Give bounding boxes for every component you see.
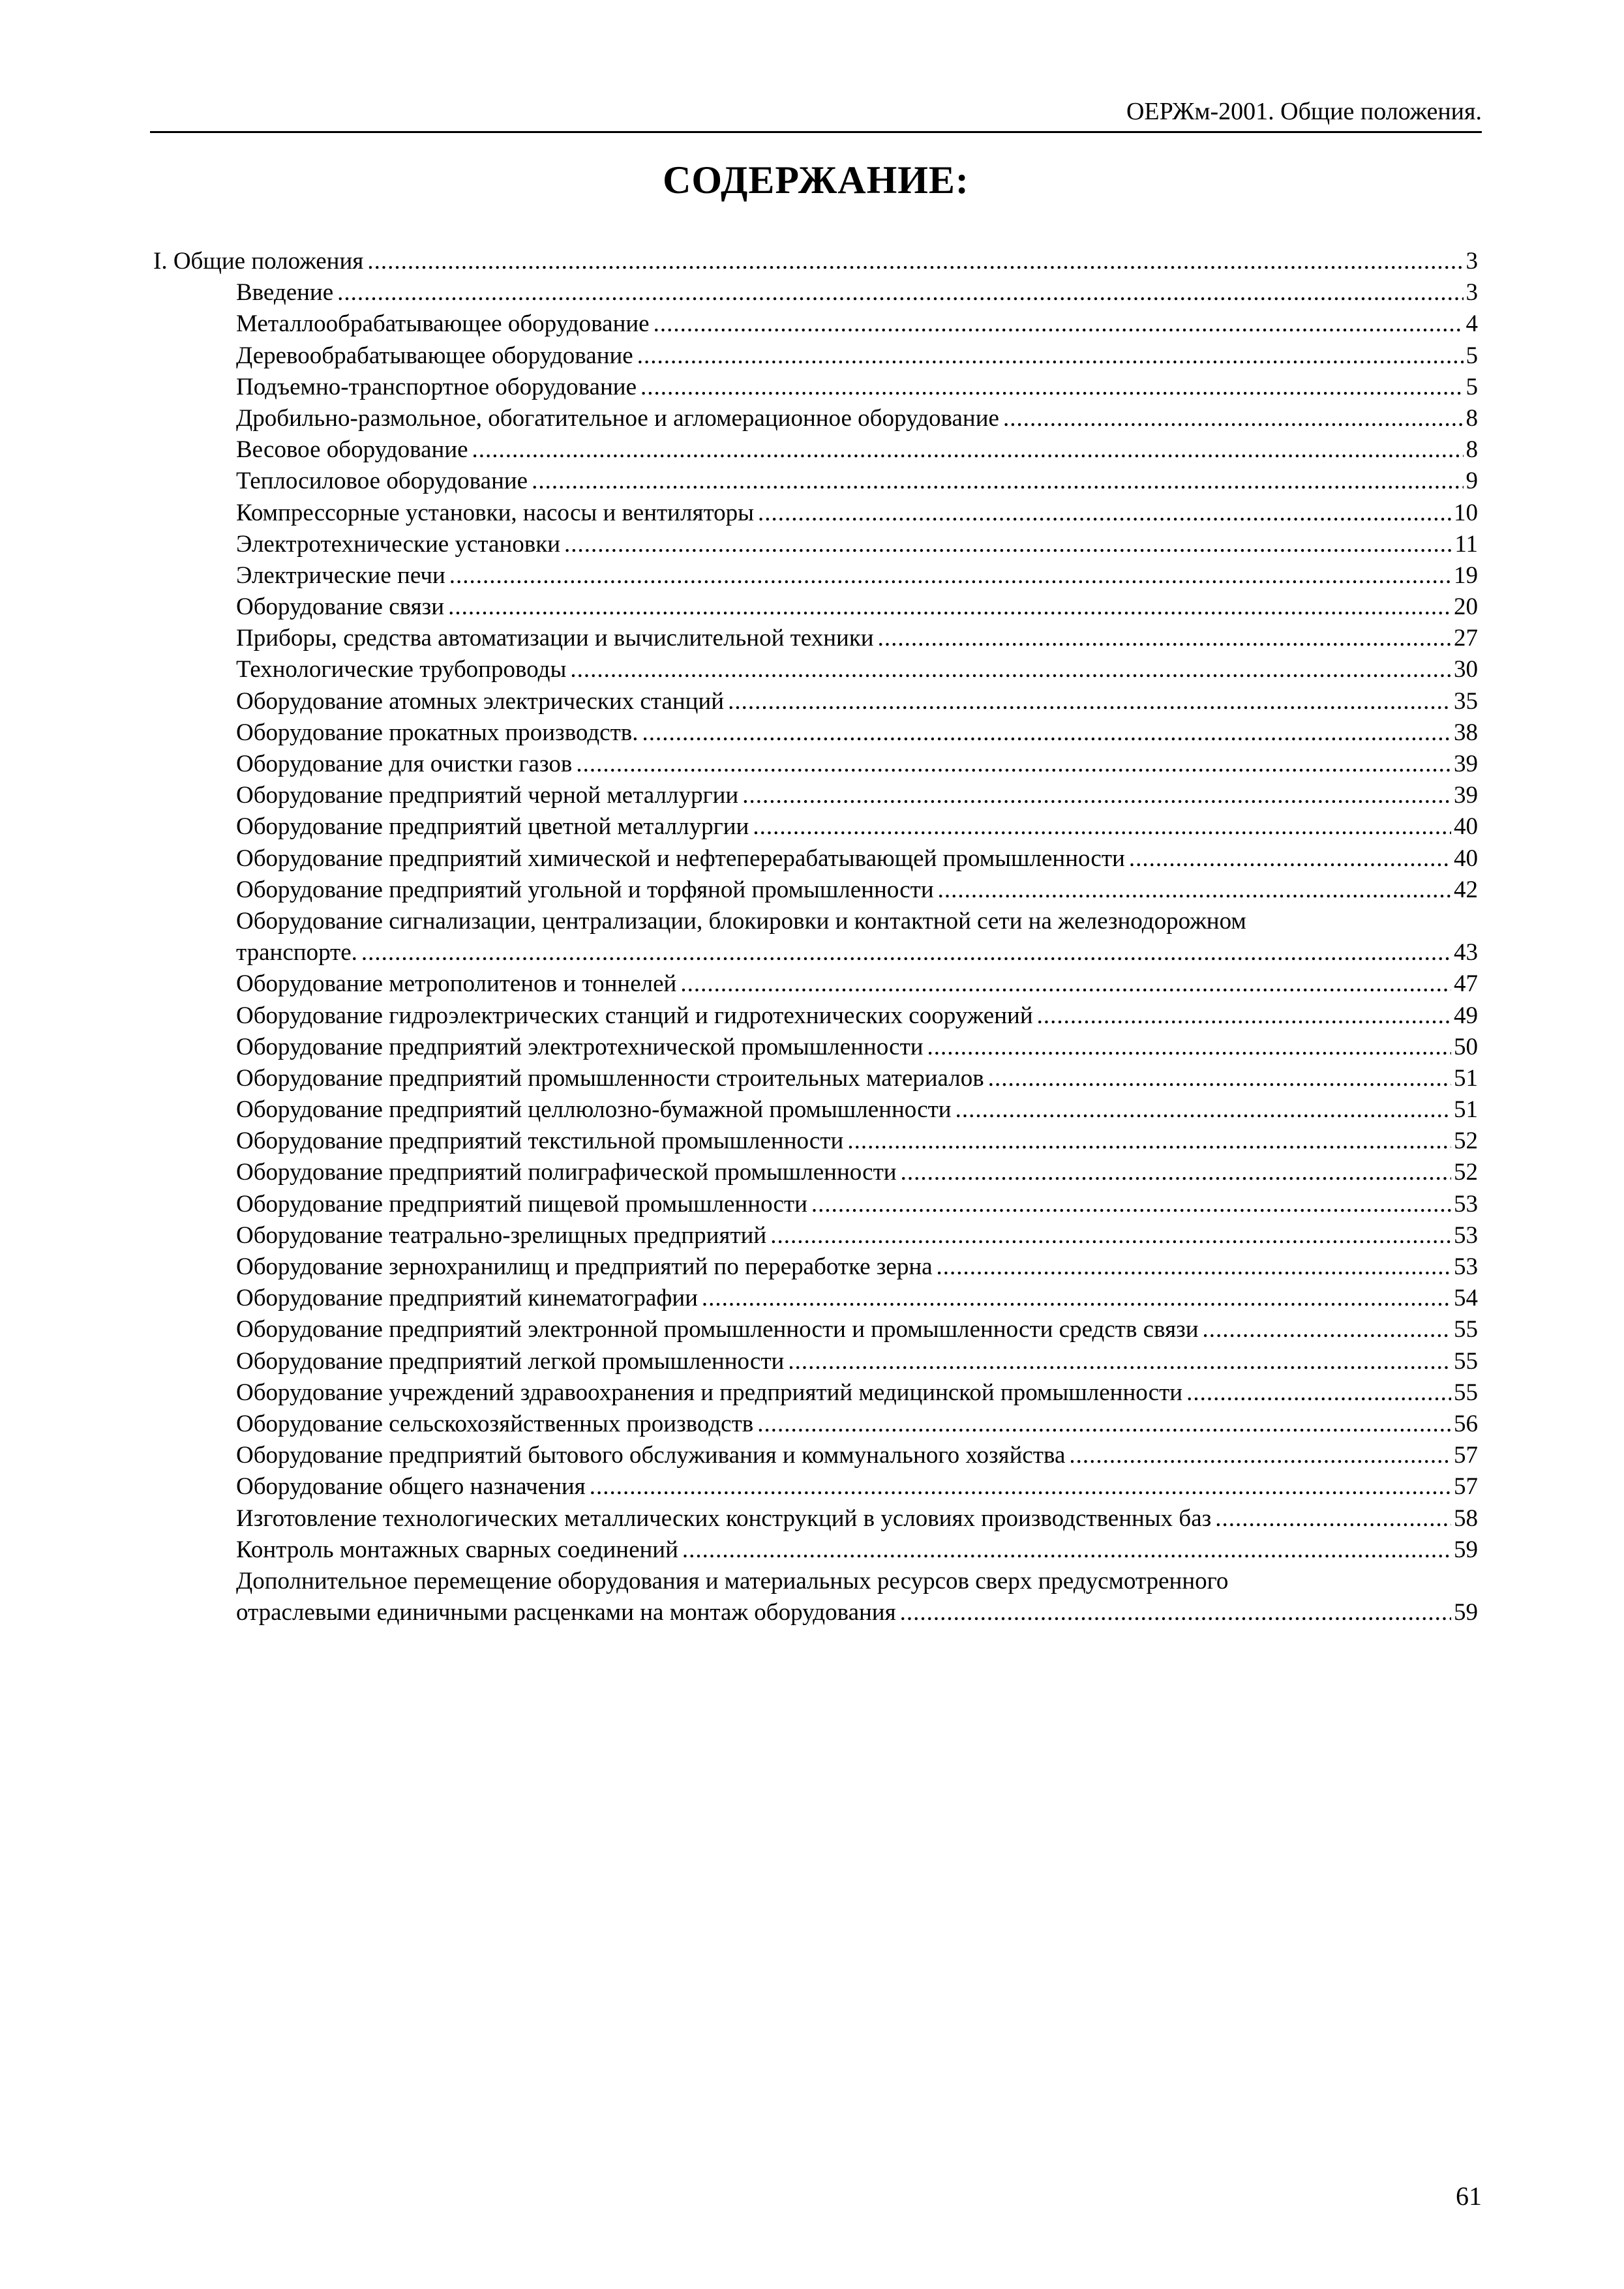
toc-entry-page: 52 [1454,1159,1478,1186]
toc-entry[interactable] [236,340,1478,372]
toc-entry-label: Введение [236,279,334,307]
header-rule [150,131,1482,133]
toc-entry-label: Оборудование предприятий черной металлургии [236,782,739,809]
toc-entry-label: I. Общие положения [153,248,364,275]
toc-entry-label: Приборы, средства автоматизации и вычислительной техники [236,625,874,652]
toc-entry-page: 8 [1466,436,1478,464]
toc-entry-label: Оборудование сельскохозяйственных производств [236,1410,754,1437]
toc-entry[interactable] [236,1094,1478,1126]
toc-entry-label: Весовое оборудование [236,436,468,464]
toc-entry-label: Оборудование предприятий кинематографии [236,1285,698,1312]
table-of-contents [153,246,1478,1628]
toc-entry[interactable] [236,749,1478,780]
toc-entry-label: Оборудование предприятий электротехнической промышленности [236,1033,924,1060]
toc-entry-page: 55 [1454,1316,1478,1343]
toc-entry[interactable] [236,498,1478,529]
toc-dot-leader [1037,1000,1451,1032]
toc-dot-leader [927,1032,1451,1063]
toc-entry[interactable] [236,1471,1478,1503]
toc-entry[interactable] [236,560,1478,591]
toc-entry-page: 39 [1454,782,1478,809]
toc-entry-page: 57 [1454,1473,1478,1501]
toc-entry-page: 50 [1454,1033,1478,1060]
toc-dot-leader [564,529,1452,560]
toc-entry-label: Оборудование гидроэлектрических станций и гидротехнических сооружений [236,1002,1033,1029]
toc-dot-leader [448,591,1451,623]
toc-entry-page: 39 [1454,751,1478,777]
toc-entry-label: Оборудование предприятий промышленности строительных материалов [236,1064,984,1092]
toc-entry-label: Оборудование метрополитенов и тоннелей [236,970,677,998]
toc-dot-leader [788,1346,1451,1377]
toc-entry-label: Оборудование предприятий цветной металлургии [236,813,749,841]
toc-entry[interactable] [236,780,1478,811]
toc-entry-label: транспорте. [236,939,357,966]
toc-dot-leader [361,937,1451,968]
toc-entry-label: Оборудование предприятий полиграфической промышленности [236,1159,897,1186]
toc-entry-label: Технологические трубопроводы [236,656,567,683]
toc-entry-page: 51 [1454,1064,1478,1092]
toc-entry[interactable] [236,686,1478,717]
toc-entry-page: 53 [1454,1221,1478,1249]
toc-entry-label: Оборудование предприятий химической и нефтеперерабатывающей промышленности [236,845,1125,872]
toc-dot-leader [937,1251,1451,1283]
toc-dot-leader [753,811,1451,843]
page-title: СОДЕРЖАНИЕ: [663,158,969,202]
toc-dot-leader [642,717,1452,749]
toc-entry-page: 54 [1454,1285,1478,1312]
toc-entry[interactable] [236,1157,1478,1188]
toc-entry-label: Оборудование атомных электрических станций [236,687,725,715]
toc-entry[interactable] [236,1377,1478,1409]
toc-dot-leader [472,434,1464,466]
toc-entry[interactable] [236,717,1478,749]
toc-dot-leader [1003,403,1464,434]
toc-dot-leader [702,1283,1451,1314]
toc-entry-page: 38 [1454,719,1478,746]
toc-entry-label: Оборудование общего назначения [236,1473,586,1501]
toc-entry-page: 59 [1454,1536,1478,1563]
toc-entry-label: Дробильно-размольное, обогатительное и агломерационное оборудование [236,404,999,432]
toc-dot-leader [640,372,1463,403]
toc-dot-leader [900,1597,1451,1628]
toc-entry-label: Оборудование предприятий легкой промышленности [236,1347,785,1375]
toc-entry[interactable] [236,1346,1478,1377]
toc-dot-leader [682,1534,1451,1566]
toc-entry-label: Оборудование зернохранилищ и предприятий по переработке зерна [236,1253,933,1281]
toc-entry[interactable] [236,906,1478,968]
toc-entry-label: Электротехнические установки [236,530,560,558]
toc-dot-leader [367,246,1463,277]
toc-entry-page: 9 [1466,468,1478,495]
toc-entry[interactable] [236,1314,1478,1345]
toc-entry-page: 58 [1454,1504,1478,1532]
running-header: ОЕРЖм-2001. Общие положения. [1126,98,1482,125]
toc-entry[interactable] [236,1566,1478,1628]
toc-entry[interactable] [236,1409,1478,1440]
toc-entry[interactable] [236,1503,1478,1534]
toc-entry-page: 4 [1466,310,1478,338]
toc-entry-label: Оборудование для очистки газов [236,751,573,777]
toc-dot-leader [955,1094,1451,1126]
toc-entry[interactable] [236,1220,1478,1251]
toc-entry[interactable] [236,1032,1478,1063]
toc-dot-leader [728,686,1451,717]
toc-entry-page: 40 [1454,845,1478,872]
toc-dot-leader [988,1063,1451,1094]
toc-entry[interactable] [236,1000,1478,1032]
toc-entry[interactable] [236,529,1478,560]
toc-entry[interactable] [236,466,1478,497]
toc-dot-leader [576,749,1451,780]
toc-entry-label: Оборудование предприятий электронной промышленности и промышленности средств связи [236,1316,1199,1343]
toc-entry-page: 51 [1454,1096,1478,1124]
toc-entry-page: 49 [1454,1002,1478,1029]
toc-dot-leader [590,1471,1451,1503]
toc-entry[interactable] [236,308,1478,340]
toc-entry[interactable] [236,434,1478,466]
toc-entry-page: 35 [1454,687,1478,715]
toc-entry-label: отраслевыми единичными расценками на монтаж оборудования [236,1599,896,1626]
toc-dot-leader [680,968,1451,1000]
toc-entry-page: 27 [1454,625,1478,652]
toc-entry[interactable] [236,1126,1478,1157]
toc-entry-page: 55 [1454,1347,1478,1375]
toc-entry[interactable] [236,1534,1478,1566]
toc-entry[interactable] [236,591,1478,623]
toc-entry-page: 8 [1466,404,1478,432]
toc-entry-label: Изготовление технологических металлических конструкций в условиях производственных баз [236,1504,1212,1532]
toc-entry-page: 5 [1466,342,1478,369]
toc-dot-leader [654,308,1464,340]
toc-dot-leader [811,1189,1451,1220]
toc-entry-page: 57 [1454,1442,1478,1469]
toc-entry-page: 43 [1454,939,1478,966]
toc-entry-label: Компрессорные установки, насосы и вентиляторы [236,499,755,526]
toc-entry-page: 53 [1454,1253,1478,1281]
toc-entry[interactable] [236,968,1478,1000]
toc-dot-leader [1186,1377,1451,1409]
toc-dot-leader [757,1409,1451,1440]
toc-entry-page: 19 [1454,561,1478,589]
toc-entry[interactable] [236,843,1478,875]
toc-entry[interactable] [236,623,1478,654]
toc-entry[interactable] [236,1283,1478,1314]
toc-entry[interactable] [153,246,1478,277]
toc-entry-label: Теплосиловое оборудование [236,468,528,495]
toc-entry[interactable] [236,1063,1478,1094]
toc-dot-leader [637,340,1464,372]
toc-entry[interactable] [236,1251,1478,1283]
toc-entry-label: Оборудование прокатных производств. [236,719,639,746]
toc-entry-label: Оборудование предприятий бытового обслуживания и коммунального хозяйства [236,1442,1066,1469]
toc-dot-leader [337,277,1463,308]
toc-entry-page: 47 [1454,970,1478,998]
toc-dot-leader [901,1157,1451,1188]
toc-dot-leader [1069,1440,1451,1471]
toc-entry-page: 5 [1466,373,1478,400]
toc-entry-page: 42 [1454,876,1478,903]
toc-entry-page: 40 [1454,813,1478,841]
toc-entry[interactable] [236,654,1478,685]
toc-entry[interactable] [236,875,1478,906]
toc-entry-label: Оборудование предприятий угольной и торфяной промышленности [236,876,934,903]
toc-entry-label: Оборудование театрально-зрелищных предприятий [236,1221,767,1249]
toc-entry-label: Оборудование связи [236,593,445,621]
toc-entry-page: 11 [1454,530,1478,558]
toc-entry[interactable] [236,1189,1478,1220]
toc-entry-page: 53 [1454,1190,1478,1218]
toc-entry-label: Металлообрабатывающее оборудование [236,310,650,338]
toc-entry-label-line1: Дополнительное перемещение оборудования и материальных ресурсов сверх предусмотренного [236,1567,1229,1594]
toc-entry[interactable] [236,811,1478,843]
toc-entry-label: Оборудование предприятий текстильной промышленности [236,1128,844,1155]
toc-dot-leader [1203,1314,1451,1345]
toc-entry-page: 3 [1466,279,1478,307]
toc-dot-leader [1215,1503,1451,1534]
toc-entry[interactable] [236,1440,1478,1471]
toc-dot-leader [570,654,1451,685]
toc-entry-label: Оборудование предприятий пищевой промышленности [236,1190,807,1218]
toc-entry[interactable] [236,403,1478,434]
toc-dot-leader [758,498,1451,529]
toc-entry-page: 59 [1454,1599,1478,1626]
toc-entry-label: Оборудование учреждений здравоохранения и предприятий медицинской промышленности [236,1379,1183,1406]
toc-entry[interactable] [236,372,1478,403]
toc-entry-label-line1: Оборудование сигнализации, централизации, блокировки и контактной сети на железнодорожном [236,907,1246,935]
toc-entry[interactable] [236,277,1478,308]
toc-entry-label: Контроль монтажных сварных соединений [236,1536,678,1563]
page-number: 61 [1456,2181,1482,2211]
toc-entry-page: 30 [1454,656,1478,683]
toc-dot-leader [847,1126,1451,1157]
toc-entry-page: 3 [1466,248,1478,275]
toc-entry-label: Оборудование предприятий целлюлозно-бумажной промышленности [236,1096,952,1124]
toc-entry-page: 20 [1454,593,1478,621]
toc-dot-leader [878,623,1451,654]
toc-dot-leader [449,560,1451,591]
toc-dot-leader [532,466,1463,497]
toc-dot-leader [938,875,1451,906]
toc-entry-label: Подъемно-транспортное оборудование [236,373,637,400]
toc-entry-page: 55 [1454,1379,1478,1406]
toc-entry-label: Деревообрабатывающее оборудование [236,342,633,369]
toc-entry-page: 56 [1454,1410,1478,1437]
toc-dot-leader [1129,843,1451,875]
toc-entry-label: Электрические печи [236,561,445,589]
toc-entry-page: 10 [1454,499,1478,526]
toc-entry-page: 52 [1454,1128,1478,1155]
toc-dot-leader [770,1220,1451,1251]
toc-dot-leader [742,780,1451,811]
